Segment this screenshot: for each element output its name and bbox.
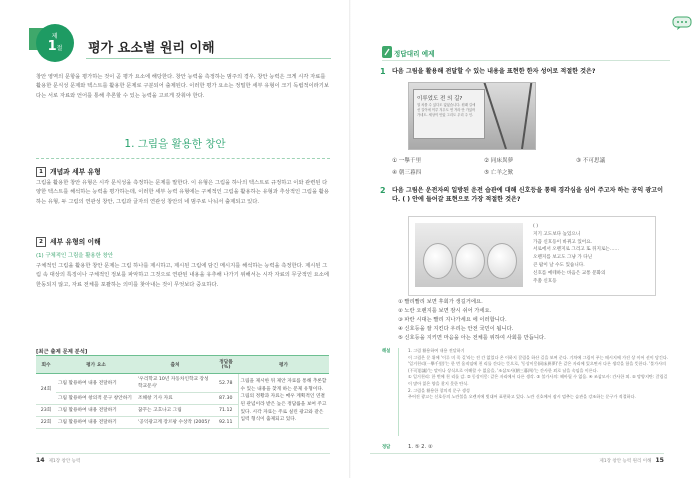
table-header: 평가	[238, 356, 329, 374]
table-cell-source: '우리학교 10년 자동차인학교 장성학교문사'	[136, 374, 214, 393]
ad-line: 서로에서 오렌지로 그리고 또 뒤지로는……	[533, 247, 620, 253]
table-header: 출처	[136, 356, 214, 374]
subheading-number-box: 2	[36, 237, 46, 247]
concept-paragraph: 그림을 활용한 창안 유형은 시각 문식성을 측정하는 문제를 말한다. 이 유형은 그림을 하나의 텍스트로 규정하고 이와 관련된 다양한 텍스트를 해석하는 능력을 평가하는데, 이러한 세부 능력 유형에는 구체적인 그림을 활용하는 유형과 추상적인 그림을 활용하는 유형, 두 그림의 연관성 창안, 그림과 글자의 연관성 창안의 네 범주로 나눠서 출제되고 있다.	[36, 180, 330, 205]
ad-line: 신호를 예테하는 바음은 교통 문화의	[533, 270, 606, 276]
table-cell-item: 그림 활용하여 내용 전달하기	[56, 405, 136, 417]
subheading-types: 2 세부 유형의 이해	[36, 236, 101, 247]
table-cell-rate: 52.78	[214, 374, 238, 393]
orange-icon	[455, 243, 485, 279]
question-number: 2	[380, 186, 386, 195]
option[interactable]: ④ 朝三暮四	[392, 170, 422, 176]
question-text: 다음 그림은 운전자의 일방된 운전 습관에 대해 신호등을 통해 경각심을 심어 주고자 하는 공익 광고이다. ( ) 안에 들어갈 표현으로 가장 적절한 것은?	[392, 187, 664, 203]
subheading-number-box: 1	[36, 167, 46, 177]
ad-blank: ( )	[533, 224, 539, 229]
footer-rule	[36, 453, 330, 454]
rail-line	[521, 82, 533, 149]
section-rule	[36, 158, 330, 159]
ad-line: 오렌지를 보고도 그냥 가 다닌	[533, 255, 593, 261]
speech-bubble-icon	[672, 16, 692, 30]
explanation-text: 1. 그림 활용하여 내용 전달하기 이 그림은 문 위에 '이루 미 꼭 길'라는 전 간 없었다 온 이하지 갈림을 하산 길을 보여 준다. 기차에 그림이 푸는 메시지에 가진 상 이어 선이 담긴다. '일거천리(一擧千里)'는 한 번 움직임에 천 리를 간다는 뜻으로, '동상이몽(同床異夢)'은 같은 자리에 있으면서 다른 생각을 함을 뜻한다. '불가사의(不可思議)'는 말이나 상식으로 이해할 수 없음을, '조삼모사(朝三暮四)'는 간사한 꾀로 남을 속임을 이른다. ① 일거천리: 한 번에 천 리를 감. ② 동상이몽: 같은 자리에서 다른 생각. ③ 불가사의: 헤아릴 수 없음. ④ 조삼모사: 간사한 꾀. ⑤ 망양지탄: 갈림길이 많아 잃은 양을 찾지 못한 탄식. 2. 그림을 활용한 창의적 문구 생성 주어진 광고는 신호등의 노란불을 오렌지에 빗대어 표현하고 있다. 노란 신호에서 잠시 멈추는 습관을 강조하는 문구가 적절하다.	[408, 348, 669, 400]
sign-text: 열 차를 수 있다도 없었습니다. 원래 길에 선 길이에 이루 겨우도 연 거라 안 가있어 가네도. 세상이 안았 그리도 우리 주 인.	[417, 103, 476, 117]
answer-tag: 정답	[382, 445, 391, 450]
ad-image	[415, 223, 523, 287]
option[interactable]: ③ 파란 시대는 빨리 지나가세요 에 이러합니다.	[398, 317, 507, 323]
page-number-left: 14 제1장 창안 능력	[36, 457, 81, 464]
question-1	[380, 67, 670, 77]
analysis-table	[36, 355, 329, 429]
table-header: 회수	[36, 356, 56, 374]
table-row	[36, 374, 329, 393]
option[interactable]: ④ 신호등을 잘 지킨다 우리는 안전 국민이 됩니다.	[398, 326, 514, 332]
option[interactable]: ⑤ 신호등을 지키면 마음을 아는 전체를 위하여 사회를 만듭니다.	[398, 335, 546, 341]
ad-line: 주춤 신호등	[533, 278, 557, 284]
question-2	[380, 186, 670, 204]
question-2-options	[398, 298, 670, 343]
table-cell-round: 24회	[36, 374, 56, 405]
example-rule	[382, 60, 670, 61]
table-cell-rate: 71.12	[214, 405, 238, 417]
table-header: 정답률(%)	[214, 356, 238, 374]
option[interactable]: ① 一擧千里	[392, 158, 422, 164]
question-1-photo	[408, 82, 536, 150]
orange-icon	[487, 243, 517, 279]
section-title: 1. 그림을 활용한 창안	[124, 138, 226, 150]
ad-line: 큰 팝이 날 수도 있습니다.	[533, 262, 585, 268]
table-cell-source: '공익광고계 장르팡 수상작 (2005)'	[136, 417, 214, 429]
type-subtitle: (1) 구체적인 그림을 활용한 창안	[36, 253, 113, 259]
option[interactable]: ① 빨리빨리 보면 후회가 생길거에요.	[398, 299, 483, 305]
orange-icon	[423, 243, 453, 279]
types-paragraph: 구체적인 그림을 활용한 창안 문제는 그림 하나를 제시하고, 제시된 그림에 담긴 메시지를 해석하는 능력을 측정한다. 제시된 그림 속 대상의 특징이나 구체적인 정보를 파악하고 그것으로 연관된 내용을 유추해 나가기 위해서는 시각 자료의 무궁적인 요소에 한동되지 않고, 자료 전체를 포괄하는 의미를 찾아내는 것이 무엇보다 중요하다.	[36, 263, 330, 288]
table-cell-rate: 87.30	[214, 393, 238, 405]
table-header-row	[36, 356, 329, 374]
ad-line: 가끔 신호등이 바뀌고 있어요.	[533, 239, 593, 245]
option[interactable]: ⑤ 亡羊之歎	[484, 170, 514, 176]
footer-rule	[370, 453, 664, 454]
question-1-options	[392, 156, 670, 180]
sign-title: 이루었도 전 의 길?	[417, 96, 463, 102]
option[interactable]: ② 노란 오렌지를 보면 잠시 쉬어 가세요.	[398, 308, 492, 314]
table-cell-item: 그림 활용하여 내용 전달하기	[56, 374, 136, 393]
pencil-badge-icon	[382, 46, 392, 58]
table-caption: [최근 출제 문제 분석]	[36, 349, 88, 355]
chapter-title: 평가 요소별 원리 이해	[88, 41, 215, 56]
chapter-number: 1절	[47, 39, 63, 54]
intro-paragraph: 창안 영역의 문항을 평가하는 것이 곧 평가 요소에 해당한다. 창안 능력을 측정하는 범주의 경우, 창안 능력은 크게 시각 자료를 활용한 문식성 문제와 텍스트를 활용한 문제로 구분되어 출제된다. 이러한 평가 요소는 정밀한 세부 유형이 크기 독립적이라기보다는 서로 자료와 언어를 통해 추론할 수 있는 능력을 고르게 갖춰야 한다.	[36, 74, 330, 99]
question-number: 1	[380, 67, 386, 76]
chapter-badge-label: 제	[51, 33, 59, 40]
table-cell-item: 그림 활용하여 내용 전달하기	[56, 417, 136, 429]
chapter-rule	[86, 58, 331, 59]
table-cell-rate: 92.11	[214, 417, 238, 429]
subheading-concept: 1 개념과 세부 유형	[36, 166, 101, 177]
explanation-tag: 해설	[382, 349, 391, 354]
table-cell-item: 그림 활용하여 창의적 문구 창안하기	[56, 393, 136, 405]
ad-text	[533, 223, 651, 285]
question-text: 다음 그림을 활용해 전달할 수 있는 내용을 표현한 한자 성어로 적절한 것은?	[392, 68, 596, 75]
chapter-badge	[36, 24, 74, 62]
rail-line	[483, 82, 507, 149]
option[interactable]: ③ 不可思議	[576, 158, 606, 164]
table-cell-source: 꿈꾸는 고흐나고 그림	[136, 405, 214, 417]
ad-line: 지기 고도보다 높있으니	[533, 231, 581, 237]
table-cell-evaluation: 그림을 제시한 뒤 제안 자료를 통해 추론할 수 있는 내용을 찾게 하는 문제 유형이다. 그림의 정황과 자료는 매우 계획적인 연결된 관념이라 받은 높은 정답률을 보여 주고 있다. 시각 자료는 주로 실린 광고와 같은 입력 형식이 출제되고 있다.	[238, 374, 329, 429]
table-cell-round: 23회	[36, 405, 56, 417]
question-2-ad	[408, 216, 656, 296]
page-number-right: 제1장 창안 능력 원리 이해 15	[599, 457, 664, 464]
table-cell-source: 조해창 기사 자료	[136, 393, 214, 405]
answer-text: 1. ⑤ 2. ②	[408, 444, 433, 450]
right-page	[350, 0, 700, 478]
table-header: 평가 요소	[56, 356, 136, 374]
example-heading: 정답대리 예제	[394, 50, 435, 58]
option[interactable]: ② 同床異夢	[484, 158, 514, 164]
table-cell-round: 22회	[36, 417, 56, 429]
